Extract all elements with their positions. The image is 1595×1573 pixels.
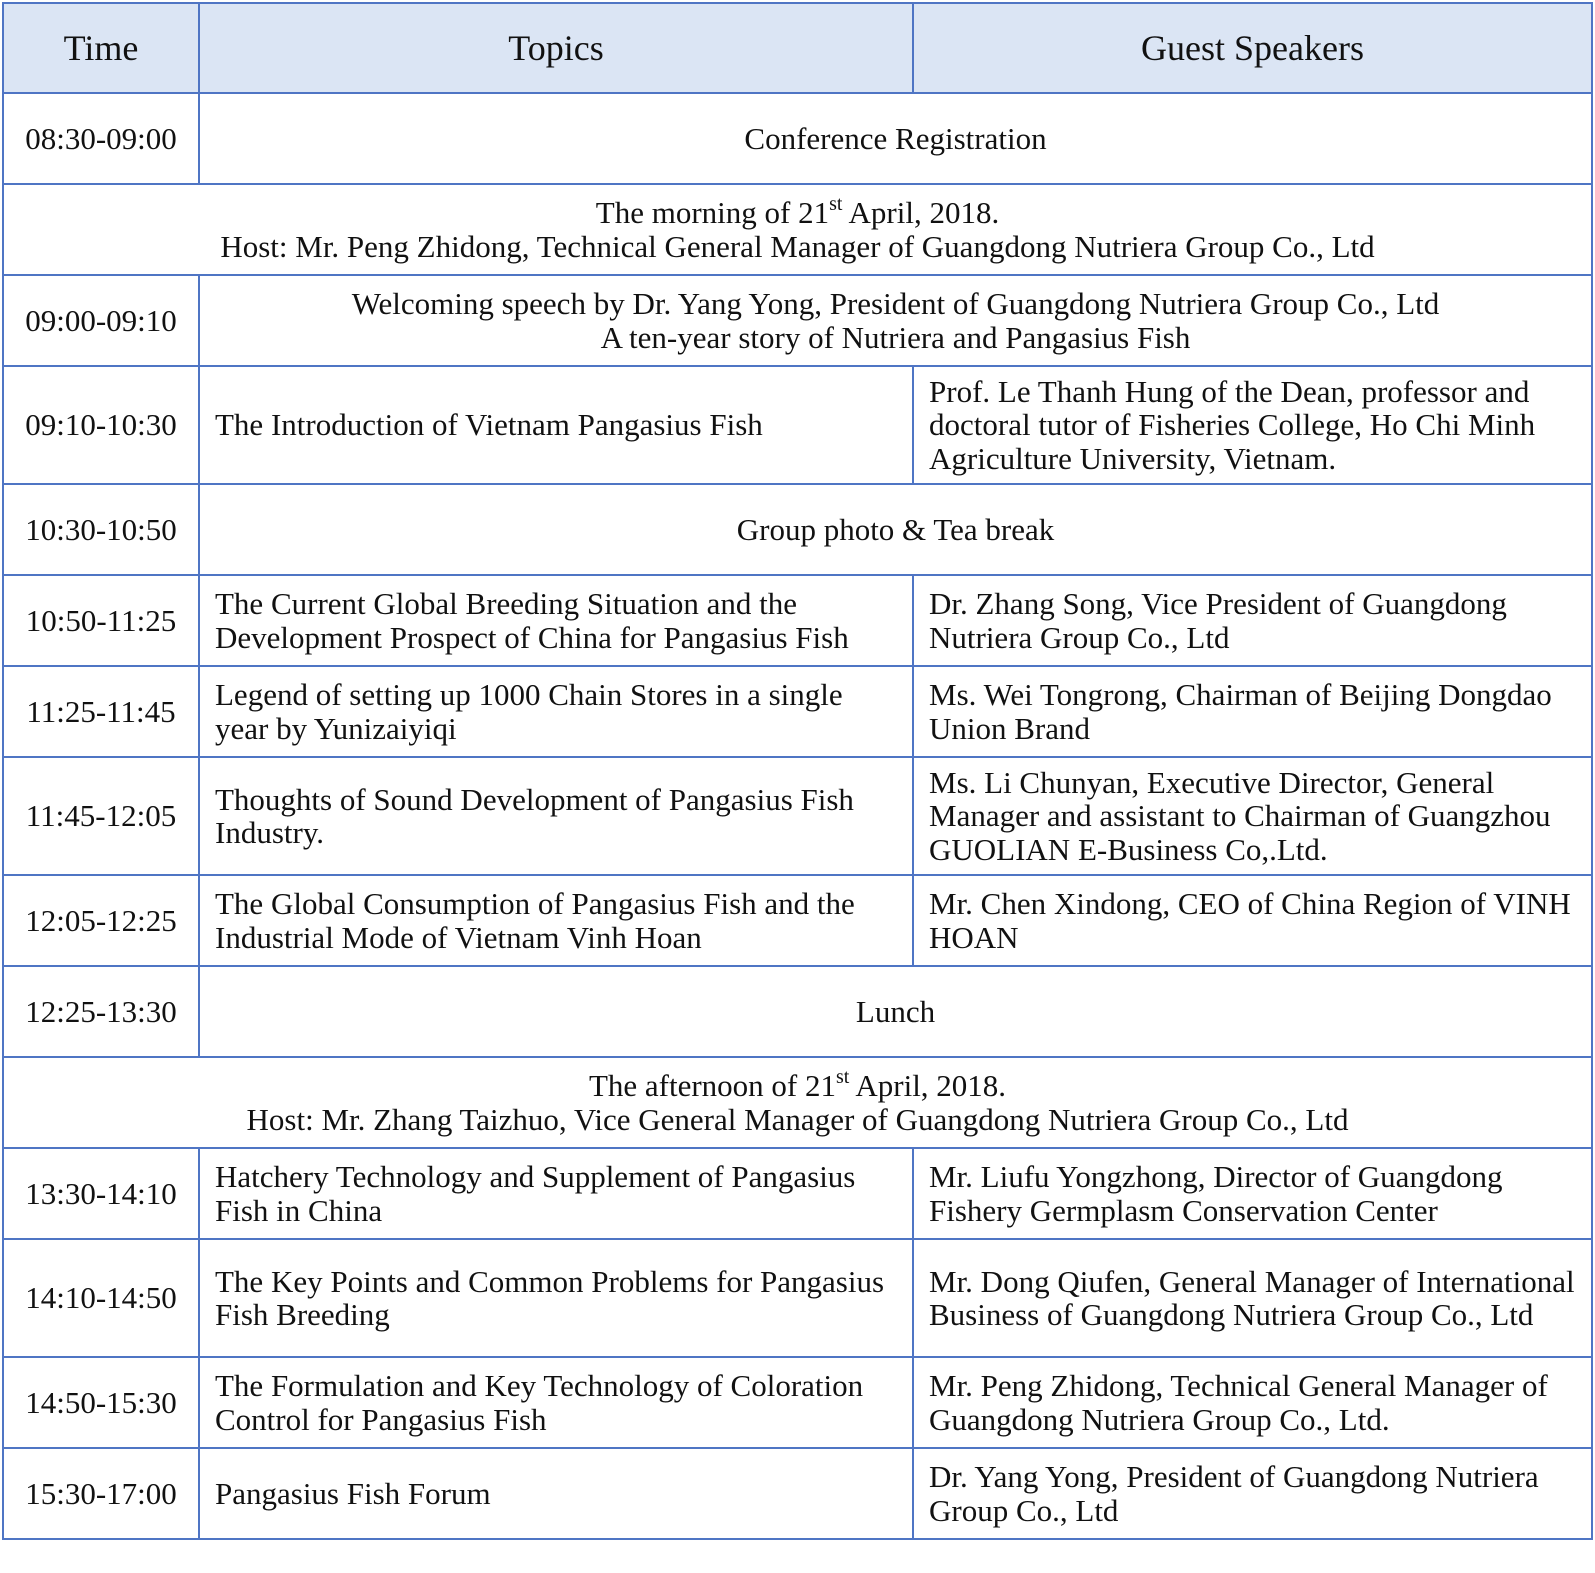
time-cell: 14:50-15:30 — [3, 1357, 199, 1448]
topic-cell: Thoughts of Sound Development of Pangasius Fish Industry. — [199, 757, 913, 875]
speaker-cell: Ms. Wei Tongrong, Chairman of Beijing Dongdao Union Brand — [913, 666, 1592, 757]
time-cell: 12:25-13:30 — [3, 966, 199, 1057]
agenda-row — [3, 366, 1592, 484]
lunch-text: Lunch — [199, 966, 1592, 1057]
speaker-cell: Prof. Le Thanh Hung of the Dean, professor and doctoral tutor of Fisheries College, Ho Chi Minh Agriculture University, Vietnam. — [913, 366, 1592, 484]
topic-cell: Legend of setting up 1000 Chain Stores in a single year by Yunizaiyiqi — [199, 666, 913, 757]
time-cell: 11:25-11:45 — [3, 666, 199, 757]
morning-session-heading — [3, 184, 1592, 275]
topic-cell: The Formulation and Key Technology of Coloration Control for Pangasius Fish — [199, 1357, 913, 1448]
speaker-cell: Ms. Li Chunyan, Executive Director, General Manager and assistant to Chairman of Guangzhou GUOLIAN E-Business Co,.Ltd. — [913, 757, 1592, 875]
topics-column-header: Topics — [199, 3, 913, 93]
time-cell: 10:50-11:25 — [3, 575, 199, 666]
afternoon-session-row — [3, 1057, 1592, 1148]
time-cell: 09:00-09:10 — [3, 275, 199, 366]
afternoon-date: The afternoon of 21st April, 2018. — [588, 1065, 1007, 1104]
morning-date: The morning of 21st April, 2018. — [595, 192, 1000, 231]
afternoon-session-heading — [3, 1057, 1592, 1148]
morning-session-row — [3, 184, 1592, 275]
time-cell: 14:10-14:50 — [3, 1239, 199, 1357]
time-cell: 09:10-10:30 — [3, 366, 199, 484]
time-cell: 11:45-12:05 — [3, 757, 199, 875]
agenda-row — [3, 757, 1592, 875]
morning-host: Host: Mr. Peng Zhidong, Technical General Manager of Guangdong Nutriera Group Co., Ltd — [220, 228, 1375, 264]
agenda-row — [3, 1148, 1592, 1239]
time-column-header: Time — [3, 3, 199, 93]
topic-cell: The Introduction of Vietnam Pangasius Fish — [199, 366, 913, 484]
topic-cell: The Global Consumption of Pangasius Fish and the Industrial Mode of Vietnam Vinh Hoan — [199, 875, 913, 966]
speaker-cell: Dr. Yang Yong, President of Guangdong Nutriera Group Co., Ltd — [913, 1448, 1592, 1539]
time-cell: 12:05-12:25 — [3, 875, 199, 966]
welcome-row — [3, 275, 1592, 366]
agenda-row — [3, 875, 1592, 966]
time-cell: 08:30-09:00 — [3, 93, 199, 184]
topic-cell: The Current Global Breeding Situation and the Development Prospect of China for Pangasius Fish — [199, 575, 913, 666]
topic-cell: Hatchery Technology and Supplement of Pangasius Fish in China — [199, 1148, 913, 1239]
tea-break-text: Group photo & Tea break — [199, 484, 1592, 575]
agenda-row — [3, 666, 1592, 757]
speakers-column-header: Guest Speakers — [913, 3, 1592, 93]
time-cell: 10:30-10:50 — [3, 484, 199, 575]
welcome-text: Welcoming speech by Dr. Yang Yong, President of Guangdong Nutriera Group Co., Ltd A ten-year story of Nutriera and Pangasius Fish — [199, 275, 1592, 366]
speaker-cell: Mr. Chen Xindong, CEO of China Region of VINH HOAN — [913, 875, 1592, 966]
speaker-cell: Dr. Zhang Song, Vice President of Guangdong Nutriera Group Co., Ltd — [913, 575, 1592, 666]
speaker-cell: Mr. Liufu Yongzhong, Director of Guangdong Fishery Germplasm Conservation Center — [913, 1148, 1592, 1239]
lunch-row — [3, 966, 1592, 1057]
agenda-row — [3, 1239, 1592, 1357]
registration-text: Conference Registration — [199, 93, 1592, 184]
tea-break-row — [3, 484, 1592, 575]
registration-row — [3, 93, 1592, 184]
agenda-row — [3, 1357, 1592, 1448]
agenda-row — [3, 575, 1592, 666]
afternoon-host: Host: Mr. Zhang Taizhuo, Vice General Manager of Guangdong Nutriera Group Co., Ltd — [246, 1101, 1349, 1137]
speaker-cell: Mr. Peng Zhidong, Technical General Manager of Guangdong Nutriera Group Co., Ltd. — [913, 1357, 1592, 1448]
topic-cell: Pangasius Fish Forum — [199, 1448, 913, 1539]
speaker-cell: Mr. Dong Qiufen, General Manager of International Business of Guangdong Nutriera Group Co., Ltd — [913, 1239, 1592, 1357]
agenda-row — [3, 1448, 1592, 1539]
agenda-table — [2, 2, 1593, 1540]
header-row — [3, 3, 1592, 93]
topic-cell: The Key Points and Common Problems for Pangasius Fish Breeding — [199, 1239, 913, 1357]
time-cell: 15:30-17:00 — [3, 1448, 199, 1539]
time-cell: 13:30-14:10 — [3, 1148, 199, 1239]
